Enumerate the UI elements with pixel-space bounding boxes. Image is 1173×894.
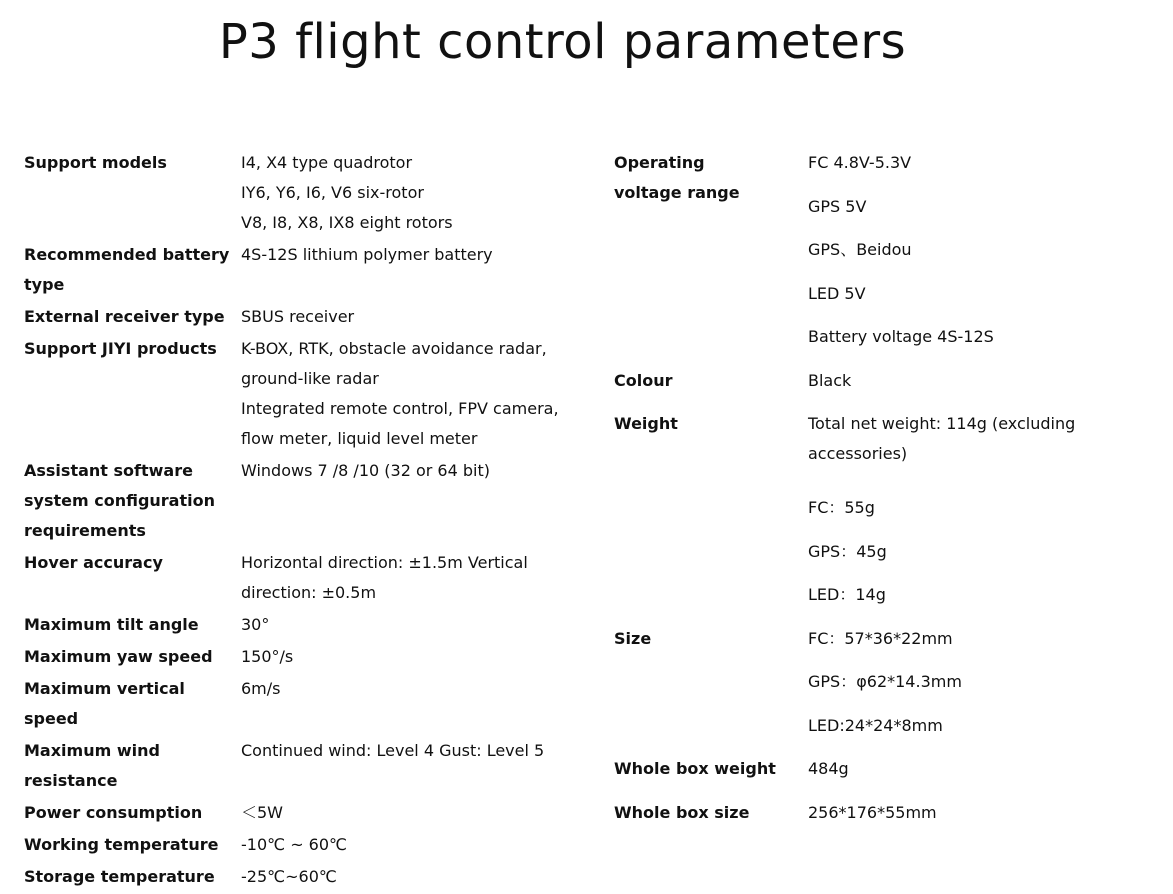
spec-row: [24, 736, 584, 796]
spec-label: Working temperature: [24, 835, 219, 854]
spec-values: [241, 674, 584, 734]
spec-label: Power consumption: [24, 803, 203, 822]
spec-values: [241, 798, 584, 828]
spec-row: [614, 754, 1134, 798]
spec-value: FC：55g: [808, 498, 875, 517]
spec-value: GPS：45g: [808, 541, 887, 561]
spec-values: [808, 754, 1134, 798]
spec-label: Maximum yaw speed: [24, 647, 213, 666]
spec-row: [614, 624, 1134, 755]
spec-row: [24, 798, 584, 828]
spec-value: LED 5V: [808, 283, 866, 303]
spec-row: [24, 862, 584, 892]
spec-label: Size: [614, 628, 652, 648]
spec-row: [24, 830, 584, 860]
spec-value: 6m/s: [241, 679, 281, 698]
spec-values: [241, 548, 584, 608]
spec-values: [808, 148, 1134, 366]
spec-value: Total net weight: 114g (excluding accessories): [808, 414, 1076, 463]
spec-values: [241, 610, 584, 640]
spec-row: [24, 456, 584, 546]
spec-values: [241, 240, 584, 300]
spec-row: [24, 548, 584, 608]
spec-value: SBUS receiver: [241, 307, 355, 326]
spec-value: I4, X4 type quadrotor: [241, 153, 413, 172]
spec-value: Windows 7 /8 /10 (32 or 64 bit): [241, 461, 490, 480]
spec-value: K-BOX, RTK, obstacle avoidance radar, ground-like radar: [241, 339, 547, 388]
spec-values: [241, 334, 584, 454]
spec-label: Maximum tilt angle: [24, 615, 199, 634]
spec-value: GPS、Beidou: [808, 240, 912, 259]
spec-value: V8, I8, X8, IX8 eight rotors: [241, 213, 453, 232]
spec-value: 4S-12S lithium polymer battery: [241, 245, 493, 264]
spec-row: [614, 148, 1134, 366]
spec-label: Recommended battery type: [24, 245, 230, 294]
spec-value: 484g: [808, 759, 849, 778]
spec-value: -10℃ ~ 60℃: [241, 835, 348, 854]
spec-label: Colour: [614, 370, 673, 390]
spec-values: [241, 736, 584, 796]
spec-row: [24, 334, 584, 454]
spec-label: Hover accuracy: [24, 553, 163, 572]
spec-values: [808, 366, 1134, 410]
spec-value: Black: [808, 370, 852, 390]
spec-value: IY6, Y6, I6, V6 six-rotor: [241, 183, 424, 202]
spec-label: Maximum wind resistance: [24, 741, 160, 790]
spec-value: Integrated remote control, FPV camera, flow meter, liquid level meter: [241, 399, 559, 448]
spec-label: Whole box size: [614, 802, 750, 822]
spec-value: ＜5W: [241, 803, 284, 822]
spec-values: [808, 409, 1134, 624]
spec-value: LED：14g: [808, 585, 886, 604]
spec-value: 256*176*55mm: [808, 802, 937, 822]
spec-label: Operating voltage range: [614, 153, 740, 202]
spec-row: [614, 798, 1134, 842]
spec-label: External receiver type: [24, 307, 225, 326]
spec-row: [24, 642, 584, 672]
spec-values: [241, 830, 584, 860]
spec-values: [241, 862, 584, 892]
right-spec-table: [614, 148, 1134, 841]
spec-row: [24, 302, 584, 332]
spec-row: [614, 409, 1134, 624]
spec-label: Whole box weight: [614, 759, 776, 778]
spec-value: Continued wind: Level 4 Gust: Level 5: [241, 741, 545, 760]
spec-row: [24, 674, 584, 734]
spec-row: [24, 610, 584, 640]
page-title: P3 flight control parameters: [218, 14, 907, 70]
spec-value: 30°: [241, 615, 270, 634]
spec-value: Battery voltage 4S-12S: [808, 327, 994, 346]
spec-value: 150°/s: [241, 647, 294, 666]
spec-values: [241, 456, 584, 546]
left-spec-table: [24, 148, 584, 894]
spec-label: Maximum vertical speed: [24, 679, 185, 728]
spec-value: LED:24*24*8mm: [808, 715, 943, 735]
spec-label: Storage temperature: [24, 867, 215, 886]
spec-value: Horizontal direction: ±1.5m Vertical direction: ±0.5m: [241, 553, 528, 602]
spec-values: [241, 302, 584, 332]
spec-label: Assistant software system configuration requirements: [24, 461, 215, 540]
spec-value: GPS 5V: [808, 196, 867, 216]
spec-value: FC 4.8V-5.3V: [808, 153, 912, 172]
spec-values: [241, 642, 584, 672]
spec-value: -25℃~60℃: [241, 867, 337, 886]
spec-label: Support JIYI products: [24, 339, 217, 358]
spec-label: Support models: [24, 153, 167, 172]
spec-values: [808, 624, 1134, 755]
spec-values: [241, 148, 584, 238]
spec-values: [808, 798, 1134, 842]
spec-value: FC：57*36*22mm: [808, 628, 953, 648]
spec-row: [24, 240, 584, 300]
spec-row: [24, 148, 584, 238]
spec-value: GPS：φ62*14.3mm: [808, 672, 962, 691]
spec-label: Weight: [614, 414, 678, 433]
spec-row: [614, 366, 1134, 410]
